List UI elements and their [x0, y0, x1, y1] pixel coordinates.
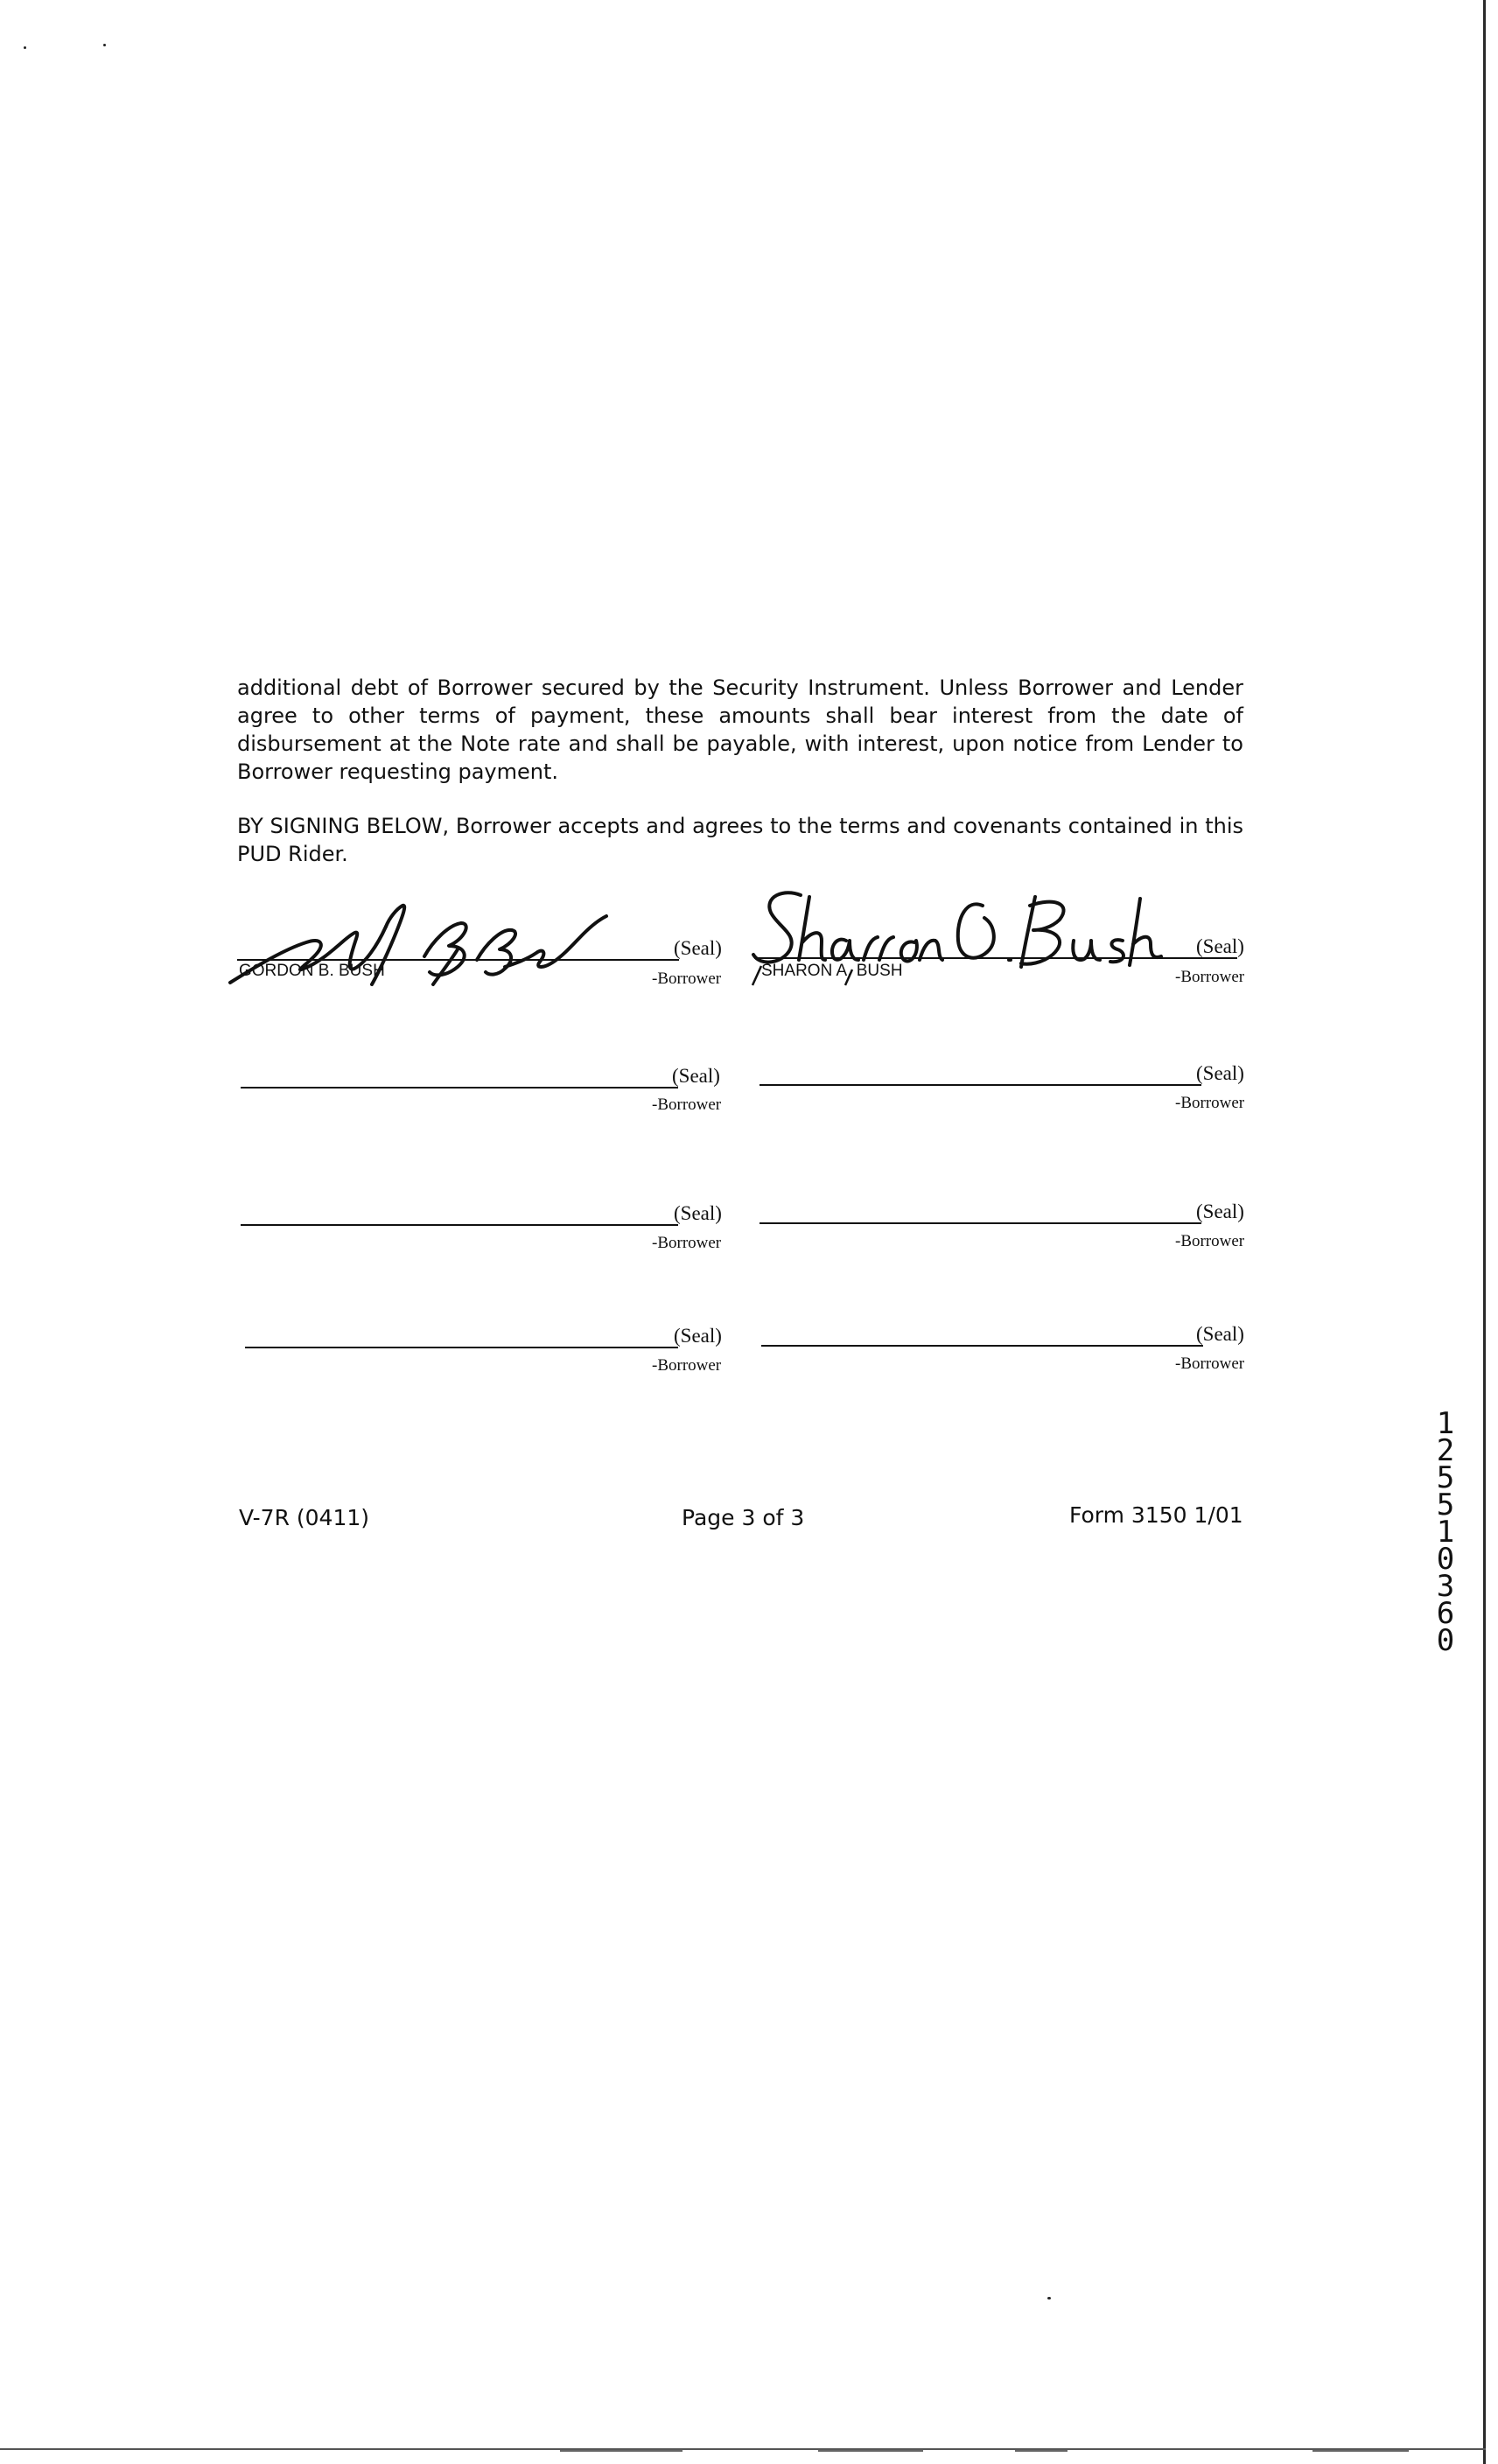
borrower-label: -Borrower — [1175, 1354, 1245, 1373]
scan-artifact — [1015, 2450, 1068, 2452]
signature-line — [241, 1224, 678, 1226]
seal-label: (Seal) — [1196, 1062, 1244, 1084]
seal-label: (Seal) — [1196, 935, 1244, 957]
signature-tail — [751, 961, 856, 987]
signature-line — [237, 959, 679, 961]
signature-line — [761, 1345, 1203, 1347]
signature-line — [245, 1347, 678, 1348]
seal-label: (Seal) — [1196, 1200, 1244, 1222]
borrower-label: -Borrower — [652, 970, 722, 988]
scan-artifact — [818, 2450, 923, 2452]
borrower-label: -Borrower — [1175, 1232, 1245, 1250]
signature-line — [241, 1087, 678, 1088]
form-number: Form 3150 1/01 — [1069, 1502, 1243, 1528]
signing-statement: BY SIGNING BELOW, Borrower accepts and agrees to the terms and covenants contained in this PUD Rider. — [237, 814, 1243, 866]
scan-speck — [24, 46, 26, 49]
scan-edge-right — [1483, 0, 1486, 2464]
signer-name: SHARON A. BUSH — [761, 962, 903, 980]
scan-artifact — [560, 2450, 682, 2452]
seal-label: (Seal) — [672, 1065, 720, 1087]
recording-stamp: 12551 0360 — [1436, 1406, 1455, 1658]
scan-speck — [103, 44, 106, 46]
scan-speck — [1047, 2297, 1051, 2300]
page-number: Page 3 of 3 — [682, 1505, 805, 1530]
scan-edge-bottom — [0, 2448, 1486, 2450]
borrower-label: -Borrower — [652, 1356, 722, 1375]
borrower-label: -Borrower — [1175, 1094, 1245, 1112]
signature-line — [760, 1222, 1201, 1224]
signer-name: GORDON B. BUSH — [239, 962, 385, 980]
signature-line — [760, 1084, 1201, 1086]
seal-label: (Seal) — [674, 937, 722, 959]
borrower-label: -Borrower — [652, 1234, 722, 1252]
seal-label: (Seal) — [1196, 1323, 1244, 1345]
rider-paragraph: additional debt of Borrower secured by the Security Instrument. Unless Borrower and Lender agree to other terms of payment, these amounts shall bear interest from the date of disbursement at the Note rate and shall be payable, with interest, upon notice from Lender to Borrower requesting payment. — [237, 676, 1243, 784]
seal-label: (Seal) — [674, 1202, 722, 1224]
scan-artifact — [1312, 2450, 1409, 2452]
signature-line — [754, 957, 1237, 959]
borrower-label: -Borrower — [652, 1096, 722, 1114]
borrower-label: -Borrower — [1175, 968, 1245, 986]
seal-label: (Seal) — [674, 1325, 722, 1347]
form-code: V-7R (0411) — [239, 1505, 370, 1530]
